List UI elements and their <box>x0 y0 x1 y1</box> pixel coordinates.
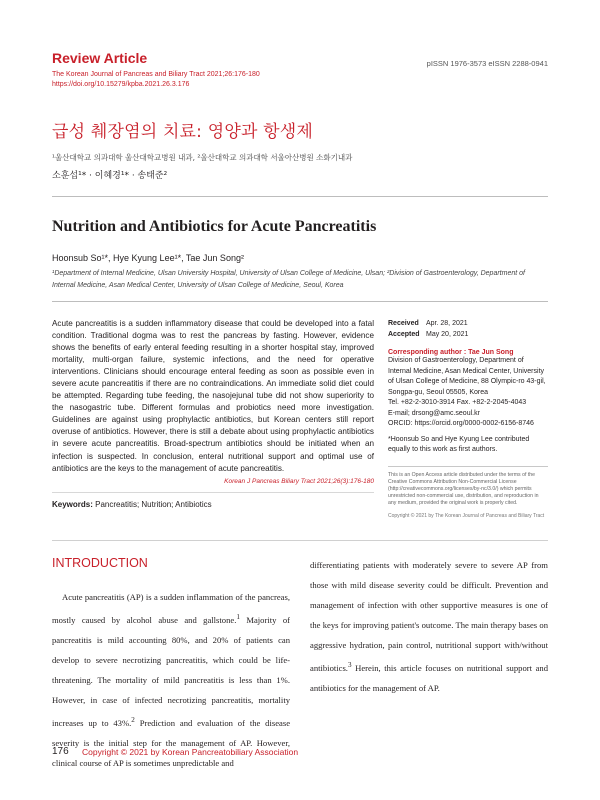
english-title: Nutrition and Antibiotics for Acute Pancreatitis <box>52 218 377 235</box>
reference-marker[interactable]: 2 <box>131 716 135 725</box>
korean-authors: 소훈섭¹* · 이혜경¹* · 송태준² <box>52 171 168 181</box>
korean-affiliation: ¹울산대학교 의과대학 울산대학교병원 내과, ²울산대학교 의과대학 서울아산병원 소화기내과 <box>52 153 353 162</box>
corresponding-email[interactable]: E-mail; drsong@amc.seoul.kr <box>388 409 480 417</box>
reference-marker[interactable]: 3 <box>347 661 352 670</box>
journal-citation: The Korean Journal of Pancreas and Biliary Tract 2021;26:176-180 <box>52 71 260 78</box>
keywords-list: Pancreatitis; Nutrition; Antibiotics <box>95 500 212 509</box>
article-type-label: Review Article <box>52 50 148 66</box>
korean-title: 급성 췌장염의 치료: 영양과 항생제 <box>52 122 314 142</box>
corresponding-address: Division of Gastroenterology, Department of Internal Medicine, Asan Medical Center, University of Ulsan College of Medicine, 88 Olympic-ro 43-gil, Songpa-gu, Seoul 05505, Korea <box>388 357 546 396</box>
reference-marker[interactable]: 1 <box>236 613 240 622</box>
english-affiliation: ¹Department of Internal Medicine, Ulsan University Hospital, University of Ulsan College of Medicine, Ulsan; ²Division of Gastroenterology, Department of Internal Medicine, Asan Medical Center, University of Ulsan College of Medicine, Seoul, Korea <box>52 270 525 289</box>
contribution-note: *Hoonsub So and Hye Kyung Lee contributed equally to this work as first authors. <box>388 435 530 453</box>
divider <box>52 492 374 493</box>
intro-text: differentiating patients with moderately severe to severe AP from those with mild disease severity could be difficult. Prevention and management of infection with other supportive measures is one of the keys for improving patient's outcome. The main therapy bases on aggressive hydration, pain control, nutritional support with/without antibiotics. <box>310 560 548 674</box>
intro-column-left <box>52 587 290 774</box>
intro-column-right <box>310 555 548 699</box>
divider <box>52 540 548 541</box>
intro-text: Majority of pancreatitis is mild accounting 80%, and 20% of patients can develop to severe necrotizing pancreatitis, which could be life-threatening. The mortality of mild pancreatitis is less than 1%. However, in case of infected necrotizing pancreatitis, mortality increases up to 43%. <box>52 614 290 729</box>
accepted-date <box>388 329 548 340</box>
english-authors: Hoonsub So¹*, Hye Kyung Lee¹*, Tae Jun Song² <box>52 253 244 263</box>
abstract-citation: Korean J Pancreas Biliary Tract 2021;26(3):176-180 <box>224 478 374 485</box>
abstract-text: Acute pancreatitis is a sudden inflammatory disease that could be developed into a fatal condition. Traditional dogma was to rest the pancreas by fasting. However, evidence shows the benefits of early enteral feeding resulting in a shorter hospital stay, improved mortality, multi-organ failure, systemic infections, and the need for operative interventions. Clinicians should encourage enteral feeding as soon as possible even in severe acute pancreatitis if there are no contraindications. An immediate solid diet could be attempted. Regarding tube feeding, the nasojejunal tube did not show superiority to the nasogastric tube. Different formulas and probiotics need more investigation. Guidelines are against using prophylactic antibiotics, but Korean centers still report overuse of antibiotics. However, there is still a debate about using prophylactic antibiotics in severe acute pancreatitis. Broad-spectrum antibiotics should be initiated when an infection is suspected. In conclusion, enteral nutritional support and optimal use of antibiotics are the keys to the management of acute pancreatitis. <box>52 319 374 473</box>
accepted-label: Accepted <box>388 331 420 338</box>
corresponding-phone: Tel. +82-2-3010-3914 Fax. +82-2-2045-4043 <box>388 399 527 406</box>
doi-link[interactable]: https://doi.org/10.15279/kpba.2021.26.3.176 <box>52 81 190 88</box>
keywords-label: Keywords: <box>52 500 93 509</box>
page-number: 176 <box>52 746 69 757</box>
intro-text: Prediction and evaluation of the disease severity is the initial step for the management of AP. However, clinical course of AP is sometimes unpredictable and <box>52 718 291 769</box>
article-info-sidebar <box>388 318 548 519</box>
received-label: Received <box>388 320 419 327</box>
divider <box>388 466 548 467</box>
intro-text: Herein, this article focuses on nutritional support and antibiotics for the management of AP. <box>310 663 548 694</box>
footer-copyright: Copyright © 2021 by Korean Pancreatobiliary Association <box>82 747 299 757</box>
divider <box>52 301 548 302</box>
keywords <box>52 500 212 509</box>
section-heading: INTRODUCTION <box>52 556 148 570</box>
accepted-value: May 20, 2021 <box>426 331 469 338</box>
received-date <box>388 318 548 329</box>
issn-numbers: pISSN 1976-3573 eISSN 2288-0941 <box>426 59 548 68</box>
corresponding-orcid[interactable]: ORCID: https://orcid.org/0000-0002-6156-8746 <box>388 420 534 427</box>
corresponding-author-label: Corresponding author : Tae Jun Song <box>388 349 514 356</box>
divider <box>52 196 548 197</box>
intro-text: Acute pancreatitis (AP) is a sudden inflammation of the pancreas, mostly caused by alcohol abuse and gallstone. <box>52 592 290 625</box>
license-text: This is an Open Access article distributed under the terms of the Creative Commons Attribution Non-Commercial License (http://creativecommons.org/licenses/by-nc/3.0/) which permits unrestricted non-commercial use, distribution, and reproduction in any medium, provided the original work is properly cited. <box>388 471 539 506</box>
sidebar-copyright: Copyright © 2021 by The Korean Journal of Pancreas and Biliary Tract <box>388 512 545 519</box>
received-value: Apr. 28, 2021 <box>426 320 468 327</box>
